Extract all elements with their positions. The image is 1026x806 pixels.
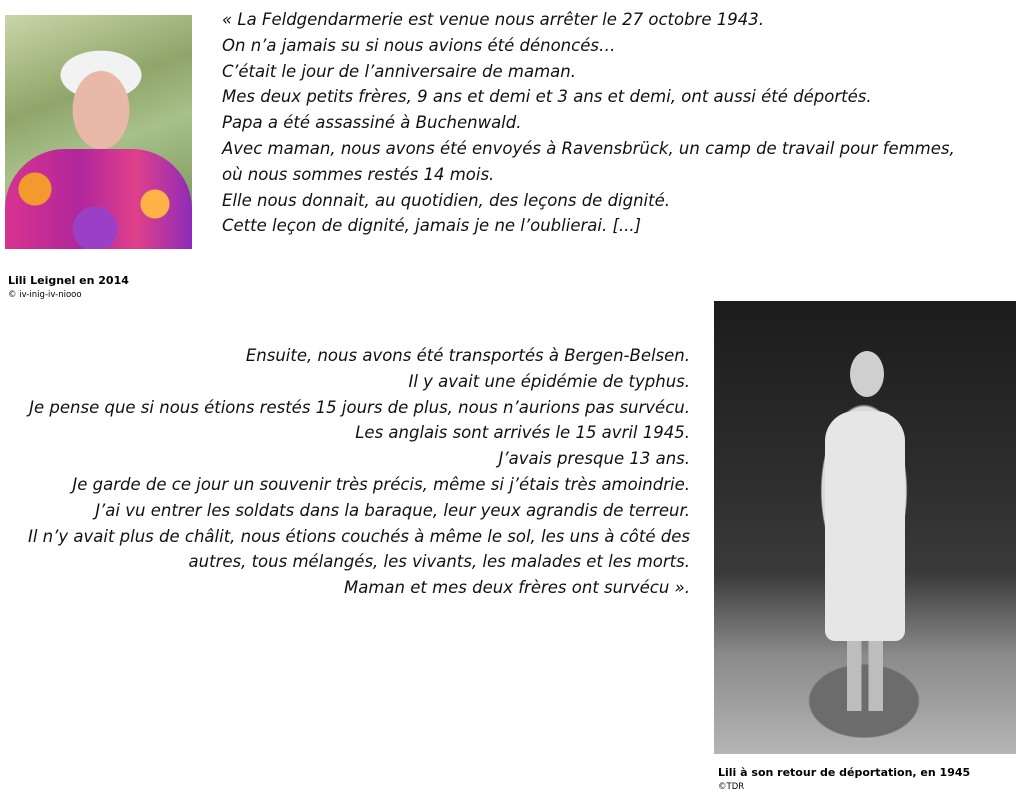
quote-line: Il n’y avait plus de châlit, nous étions couchés à même le sol, les uns à côté des <box>27 526 690 546</box>
photo-2014-caption: Lili Leignel en 2014 <box>8 274 129 287</box>
quote-line: « La Feldgendarmerie est venue nous arrêter le 27 octobre 1943. <box>222 10 764 29</box>
testimony-quote-bottom <box>0 343 690 601</box>
photo-girl-figure <box>817 351 913 711</box>
quote-line: Avec maman, nous avons été envoyés à Ravensbrück, un camp de travail pour femmes, <box>222 138 955 158</box>
photo-shirt-detail <box>5 149 192 249</box>
quote-line: Cette leçon de dignité, jamais je ne l’oublierai. [...] <box>222 216 642 236</box>
quote-line: C’était le jour de l’anniversaire de maman. <box>222 61 577 81</box>
quote-line: Ensuite, nous avons été transportés à Bergen-Belsen. <box>245 346 690 365</box>
quote-line: Les anglais sont arrivés le 15 avril 1945. <box>355 423 690 443</box>
photo-lili-2014 <box>5 15 192 249</box>
quote-line: Je pense que si nous étions restés 15 jours de plus, nous n’aurions pas survécu. <box>29 397 690 417</box>
photo-girl-head <box>850 351 884 397</box>
quote-line: autres, tous mélangés, les vivants, les malades et les morts. <box>188 552 690 572</box>
photo-2014-credit: © iv-inig-iv-niooo <box>8 290 82 300</box>
quote-line: Je garde de ce jour un souvenir très précis, même si j’étais très amoindrie. <box>72 474 690 494</box>
photo-girl-legs <box>847 641 883 711</box>
photo-girl-dress <box>825 411 905 641</box>
quote-line: J’avais presque 13 ans. <box>498 449 690 469</box>
quote-line: Mes deux petits frères, 9 ans et demi et 3 ans et demi, ont aussi été déportés. <box>222 87 872 107</box>
quote-line: Elle nous donnait, au quotidien, des leçons de dignité. <box>222 190 671 210</box>
photo-lili-1945 <box>714 301 1016 754</box>
quote-line: où nous sommes restés 14 mois. <box>222 164 495 184</box>
quote-line: J’ai vu entrer les soldats dans la baraque, leur yeux agrandis de terreur. <box>95 500 690 520</box>
quote-line: Maman et mes deux frères ont survécu ». <box>343 578 690 598</box>
testimony-quote-top <box>222 7 955 239</box>
photo-1945-credit: ©TDR <box>718 782 745 792</box>
quote-line: Papa a été assassiné à Buchenwald. <box>222 113 522 133</box>
quote-line: On n’a jamais su si nous avions été dénoncés… <box>222 35 616 55</box>
quote-line: Il y avait une épidémie de typhus. <box>408 371 690 391</box>
photo-1945-caption: Lili à son retour de déportation, en 1945 <box>718 766 971 779</box>
